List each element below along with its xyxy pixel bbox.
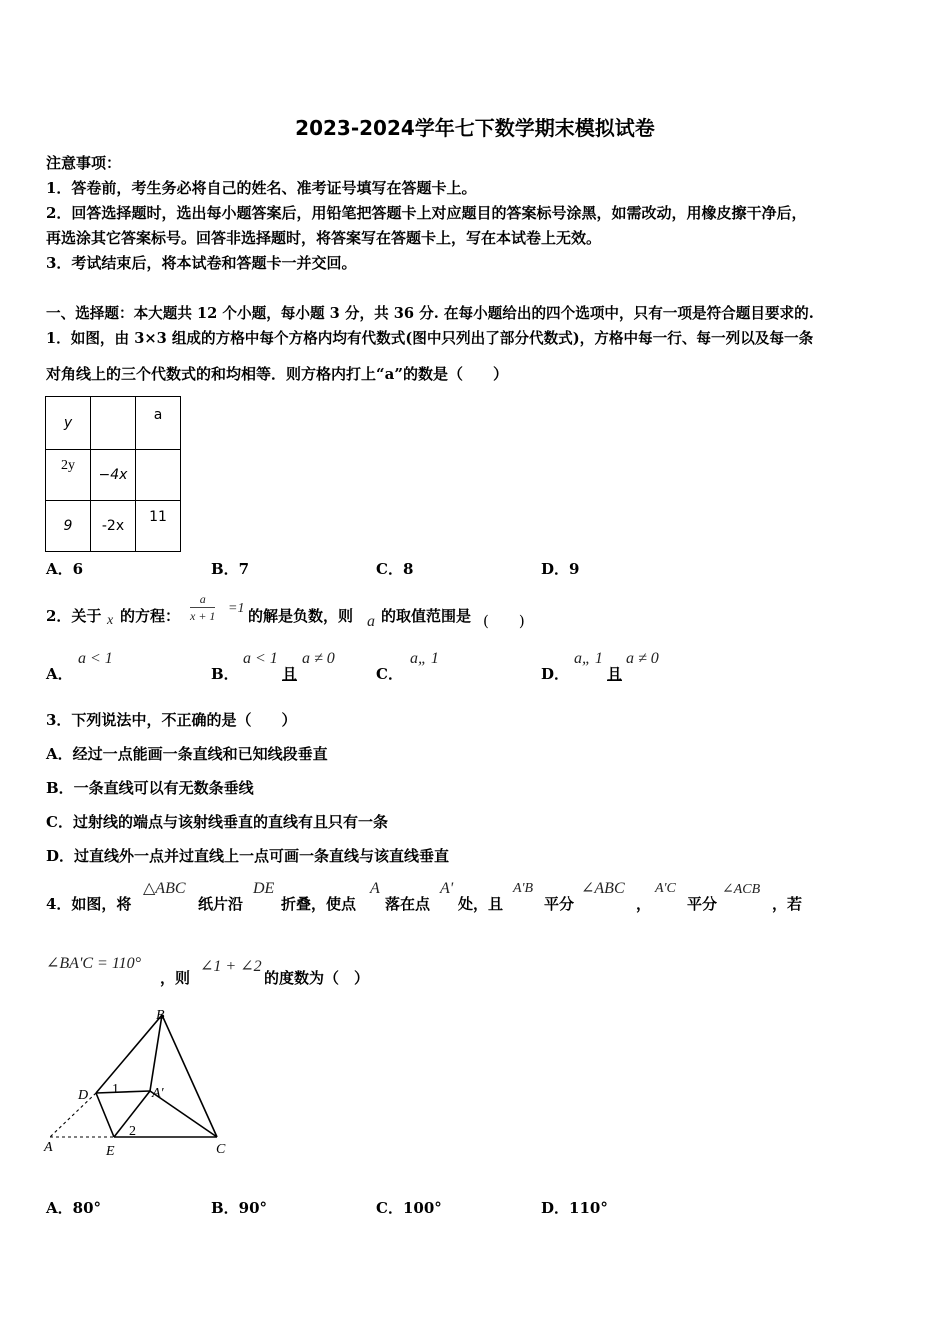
q4-triangle-figure <box>40 1005 240 1165</box>
notice-item-2-line-1: 2．回答选择题时，选出每小题答案后，用铅笔把答题卡上对应题目的答案标号涂黑，如需改动，用橡皮擦干净后， <box>46 204 807 222</box>
label-a-prime: A′ <box>152 1086 164 1101</box>
q2-var-x: x <box>107 613 114 628</box>
label-angle-1: 1 <box>112 1082 119 1097</box>
grid-cell: -2x <box>91 501 136 552</box>
q2-mid: 的方程： <box>120 607 181 625</box>
label-angle-2: 2 <box>129 1124 136 1139</box>
q4-p1: 4．如图，将 <box>46 895 132 913</box>
q4-m2: DE <box>253 880 275 897</box>
q4-m4: A' <box>440 880 454 897</box>
q2-option-d-math-1: a„ 1 <box>574 650 603 667</box>
q1-option-c: C．8 <box>376 560 414 578</box>
q4-option-d: D．110° <box>541 1199 608 1217</box>
grid-cell: 11 <box>136 501 181 552</box>
grid-cell <box>136 450 181 501</box>
notice-item-1: 1．答卷前，考生务必将自己的姓名、准考证号填写在答题卡上。 <box>46 179 477 197</box>
q4-p11: 的度数为（ ） <box>264 969 370 987</box>
grid-cell: −4x <box>91 450 136 501</box>
grid-cell: y <box>46 397 91 450</box>
segment-de <box>96 1093 114 1137</box>
q4-p6: 平分 <box>544 895 575 913</box>
grid-cell: 9 <box>46 501 91 552</box>
q4-option-a: A．80° <box>46 1199 102 1217</box>
q2-option-a-math: a < 1 <box>78 650 113 667</box>
section-heading: 一、选择题：本大题共 12 个小题，每小题 3 分，共 36 分. 在每小题给出的四个选项中，只有一项是符合题目要求的. <box>46 305 814 322</box>
q4-p2: 纸片沿 <box>198 895 244 913</box>
q2-paren: ( ) <box>483 612 525 630</box>
q4-p9: ，若 <box>772 895 803 913</box>
q3-option-d: D．过直线外一点并过直线上一点可画一条直线与该直线垂直 <box>46 847 450 865</box>
q2-option-c-label: C． <box>376 665 403 683</box>
q2-fraction <box>190 593 215 622</box>
q4-option-b: B．90° <box>211 1199 268 1217</box>
grid-cell: a <box>136 397 181 450</box>
q4-p3: 折叠，使点 <box>281 895 357 913</box>
notice-item-2-line-2: 再选涂其它答案标号。回答非选择题时，将答案写在答题卡上，写在本试卷上无效。 <box>46 229 602 247</box>
q3-option-b: B．一条直线可以有无数条垂线 <box>46 779 254 797</box>
q2-option-c-math: a„ 1 <box>410 650 439 667</box>
q2-suffix: 的解是负数，则 <box>248 607 354 625</box>
q2-frac-num: a <box>190 593 215 608</box>
q2-prefix: 2．关于 <box>46 607 102 625</box>
q2-option-b-math-1: a < 1 <box>243 650 278 667</box>
q4-p7: ， <box>636 895 652 913</box>
label-c: C <box>216 1142 226 1157</box>
q2-option-b-qie: 且 <box>282 665 298 683</box>
q4-m10: ∠1 + ∠2 <box>200 958 262 975</box>
q2-option-d-label: D． <box>541 665 570 683</box>
q4-m8: ∠ACB <box>722 882 761 897</box>
q2-eq: =1 <box>228 601 245 616</box>
q1-option-a: A．6 <box>46 560 84 578</box>
q4-m9: ∠BA'C = 110° <box>46 955 142 972</box>
label-d: D <box>78 1088 89 1103</box>
q4-m1: △ABC <box>143 880 186 897</box>
notice-heading: 注意事项： <box>46 154 122 172</box>
q2-var-a: a <box>367 613 375 630</box>
q1-option-b: B．7 <box>211 560 250 578</box>
q4-p4: 落在点 <box>385 895 431 913</box>
segment-da-prime <box>96 1091 150 1093</box>
q1-option-d: D．9 <box>541 560 580 578</box>
q2-option-b-math-2: a ≠ 0 <box>302 650 335 667</box>
q3-option-c: C．过射线的端点与该射线垂直的直线有且只有一条 <box>46 813 388 831</box>
q2-option-a-label: A． <box>46 665 73 683</box>
q4-p10: ，则 <box>160 969 191 987</box>
page-title: 2023-2024学年七下数学期末模拟试卷 <box>295 116 655 140</box>
grid-cell: 2y <box>46 450 91 501</box>
q4-m6: ∠ABC <box>581 880 625 897</box>
q4-option-c: C．100° <box>376 1199 442 1217</box>
label-b: B <box>156 1008 165 1023</box>
q2-option-d-qie: 且 <box>607 665 623 683</box>
q2-option-b-label: B． <box>211 665 239 683</box>
q1-stem-line-1: 1．如图，由 3×3 组成的方格中每个方格内均有代数式(图中只列出了部分代数式)，方格中每一行、每一列以及每一条 <box>46 330 814 347</box>
label-a: A <box>44 1140 53 1155</box>
q4-m7: A'C <box>655 881 676 896</box>
q4-p8: 平分 <box>687 895 718 913</box>
q1-magic-square <box>45 396 181 552</box>
notice-item-3: 3．考试结束后，将本试卷和答题卡一并交回。 <box>46 254 357 272</box>
q4-m3: A <box>370 880 380 897</box>
q2-frac-den: x + 1 <box>190 609 216 623</box>
q2-option-d-math-2: a ≠ 0 <box>626 650 659 667</box>
q4-p5: 处，且 <box>458 895 504 913</box>
grid-cell <box>91 397 136 450</box>
q3-stem: 3．下列说法中，不正确的是（ ） <box>46 711 297 729</box>
q3-option-a: A．经过一点能画一条直线和已知线段垂直 <box>46 745 328 763</box>
q2-tail: 的取值范围是 <box>381 607 472 625</box>
dashed-da <box>50 1093 96 1137</box>
q1-stem-line-2: 对角线上的三个代数式的和均相等．则方格内打上“a”的数是（ ） <box>46 365 508 383</box>
label-e: E <box>106 1144 115 1159</box>
q4-m5: A'B <box>513 881 534 896</box>
